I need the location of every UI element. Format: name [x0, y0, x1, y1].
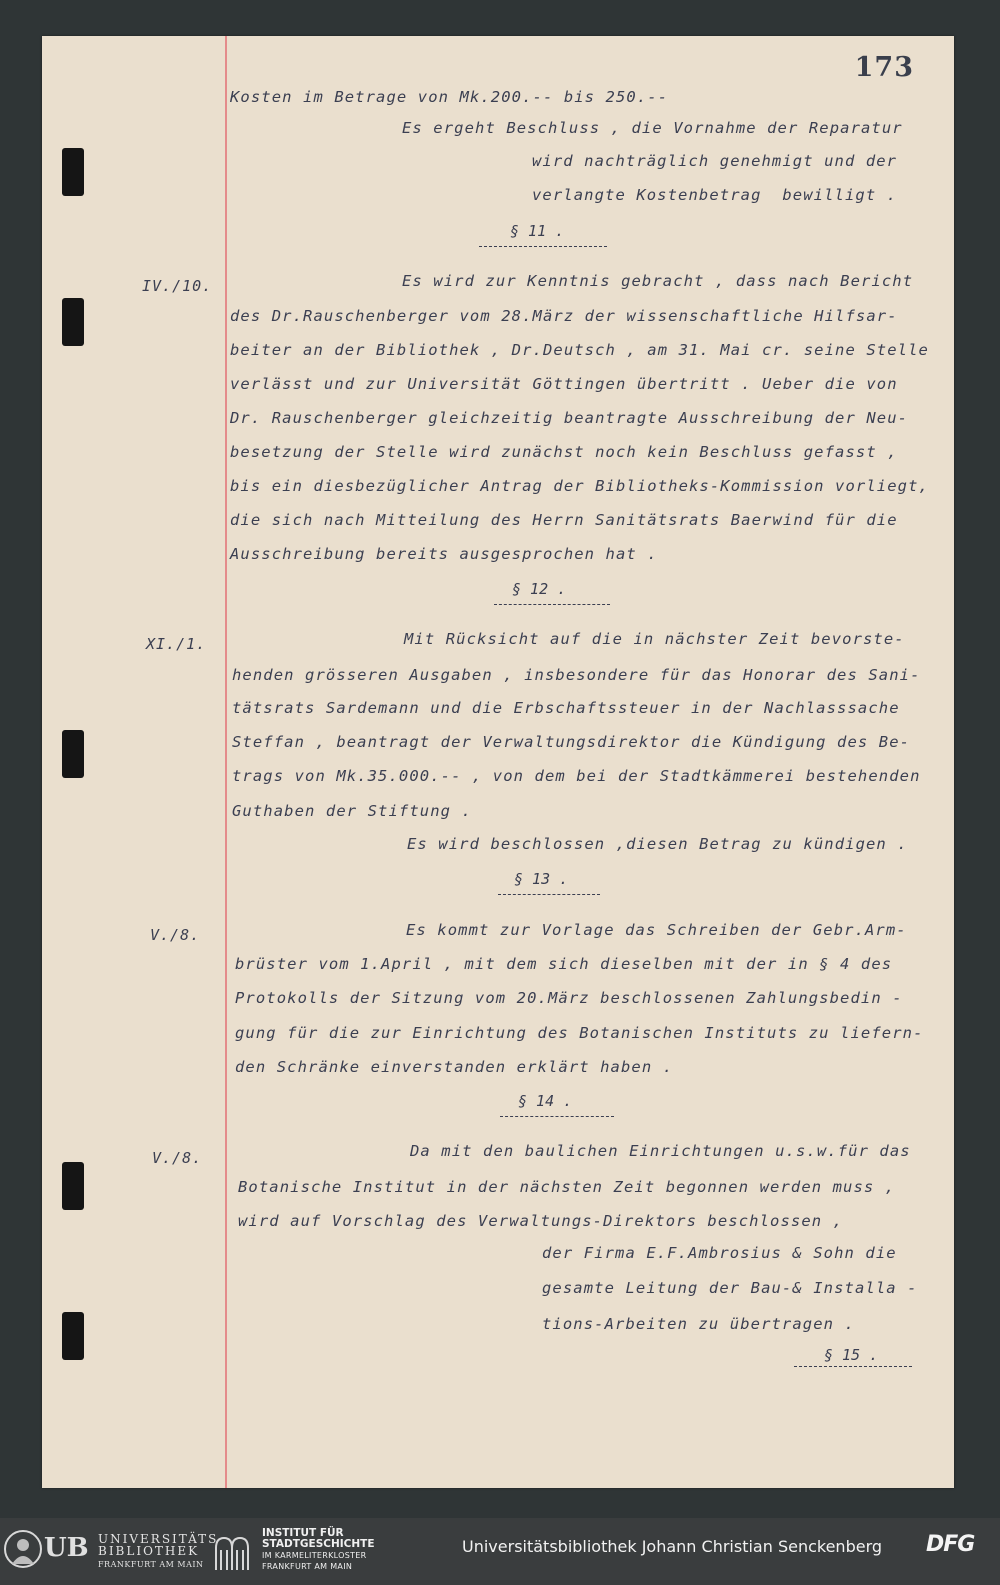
text-line: Mit Rücksicht auf die in nächster Zeit bevorste- [404, 630, 905, 648]
text-line: der Firma E.F.Ambrosius & Sohn die [542, 1244, 897, 1262]
margin-reference: IV./10. [142, 277, 213, 295]
margin-reference: V./8. [152, 1149, 203, 1167]
ub-line: FRANKFURT AM MAIN [98, 1560, 204, 1569]
isg-name [262, 1528, 375, 1572]
isg-line: INSTITUT FÜR [262, 1527, 344, 1539]
text-line: tätsrats Sardemann und die Erbschaftssteuer in der Nachlasssache [232, 699, 900, 717]
text-line: Es wird beschlossen ,diesen Betrag zu kündigen . [407, 835, 908, 853]
section-heading: § 12 . [512, 580, 567, 598]
text-line: Ausschreibung bereits ausgesprochen hat . [230, 545, 658, 563]
text-line: Da mit den baulichen Einrichtungen u.s.w.für das [410, 1142, 911, 1160]
dfg-logo[interactable]: DFG [926, 1532, 975, 1557]
ub-line: UNIVERSITÄTS [98, 1532, 219, 1546]
text-line: tions-Arbeiten zu übertragen . [542, 1315, 855, 1333]
ub-line: BIBLIOTHEK [98, 1544, 200, 1558]
arches-icon[interactable] [212, 1532, 252, 1572]
isg-line: IM KARMELITERKLOSTER [262, 1551, 367, 1560]
ub-logo[interactable] [4, 1530, 92, 1566]
footer-bar [0, 1518, 1000, 1585]
text-line: Es wird zur Kenntnis gebracht , dass nach Bericht [402, 272, 914, 290]
section-underline [500, 1116, 614, 1117]
section-heading: § 14 . [518, 1092, 573, 1110]
text-line: des Dr.Rauschenberger vom 28.März der wissenschaftliche Hilfsar- [230, 307, 898, 325]
isg-line: STADTGESCHICHTE [262, 1538, 375, 1550]
section-underline [794, 1366, 912, 1367]
text-line: henden grösseren Ausgaben , insbesondere für das Honorar des Sani- [232, 666, 921, 684]
ub-name [98, 1533, 218, 1571]
punch-hole [62, 148, 84, 196]
red-margin-line [225, 36, 227, 1488]
footer-title[interactable]: Universitätsbibliothek Johann Christian Senckenberg [462, 1537, 883, 1556]
text-line: Steffan , beantragt der Verwaltungsdirektor die Kündigung des Be- [232, 733, 911, 751]
text-line: wird nachträglich genehmigt und der [532, 152, 898, 170]
text-line: besetzung der Stelle wird zunächst noch kein Beschluss gefasst , [230, 443, 898, 461]
text-line: brüster vom 1.April , mit dem sich dieselben mit der in § 4 des [235, 955, 893, 973]
text-line: die sich nach Mitteilung des Herrn Sanitätsrats Baerwind für die [230, 511, 898, 529]
text-line: Guthaben der Stiftung . [232, 802, 472, 820]
ub-logo-text: UB [44, 1533, 89, 1563]
text-line: gesamte Leitung der Bau-& Installa - [542, 1279, 918, 1297]
punch-hole [62, 298, 84, 346]
section-underline [479, 246, 607, 247]
section-underline [494, 604, 610, 605]
text-line: Es ergeht Beschluss , die Vornahme der Reparatur [402, 119, 903, 137]
isg-line: FRANKFURT AM MAIN [262, 1562, 353, 1571]
text-line: Dr. Rauschenberger gleichzeitig beantragte Ausschreibung der Neu- [230, 409, 909, 427]
text-line: verlässt und zur Universität Göttingen übertritt . Ueber die von [230, 375, 898, 393]
section-heading: § 11 . [510, 222, 565, 240]
punch-hole [62, 730, 84, 778]
text-line: Kosten im Betrage von Mk.200.-- bis 250.-- [230, 88, 669, 106]
text-line: den Schränke einverstanden erklärt haben . [235, 1058, 674, 1076]
text-line: Botanische Institut in der nächsten Zeit begonnen werden muss , [238, 1178, 896, 1196]
margin-reference: XI./1. [146, 635, 207, 653]
text-line: wird auf Vorschlag des Verwaltungs-Direktors beschlossen , [238, 1212, 844, 1230]
document-page [42, 36, 954, 1488]
text-line: bis ein diesbezüglicher Antrag der Bibliotheks-Kommission vorliegt, [230, 477, 929, 495]
margin-reference: V./8. [150, 926, 201, 944]
punch-hole [62, 1162, 84, 1210]
text-line: gung für die zur Einrichtung des Botanischen Instituts zu liefern- [235, 1024, 924, 1042]
section-heading: § 13 . [514, 870, 569, 888]
text-line: Es kommt zur Vorlage das Schreiben der Gebr.Arm- [406, 921, 907, 939]
text-line: trags von Mk.35.000.-- , von dem bei der Stadtkämmerei bestehenden [232, 767, 921, 785]
section-underline [498, 894, 600, 895]
section-heading: § 15 . [824, 1346, 879, 1364]
text-line: Protokolls der Sitzung vom 20.März beschlossenen Zahlungsbedin - [235, 989, 903, 1007]
page-number: 173 [854, 52, 914, 83]
punch-hole [62, 1312, 84, 1360]
text-line: beiter an der Bibliothek , Dr.Deutsch , am 31. Mai cr. seine Stelle [230, 341, 929, 359]
text-line: verlangte Kostenbetrag bewilligt . [532, 186, 898, 204]
portrait-icon [4, 1530, 42, 1568]
